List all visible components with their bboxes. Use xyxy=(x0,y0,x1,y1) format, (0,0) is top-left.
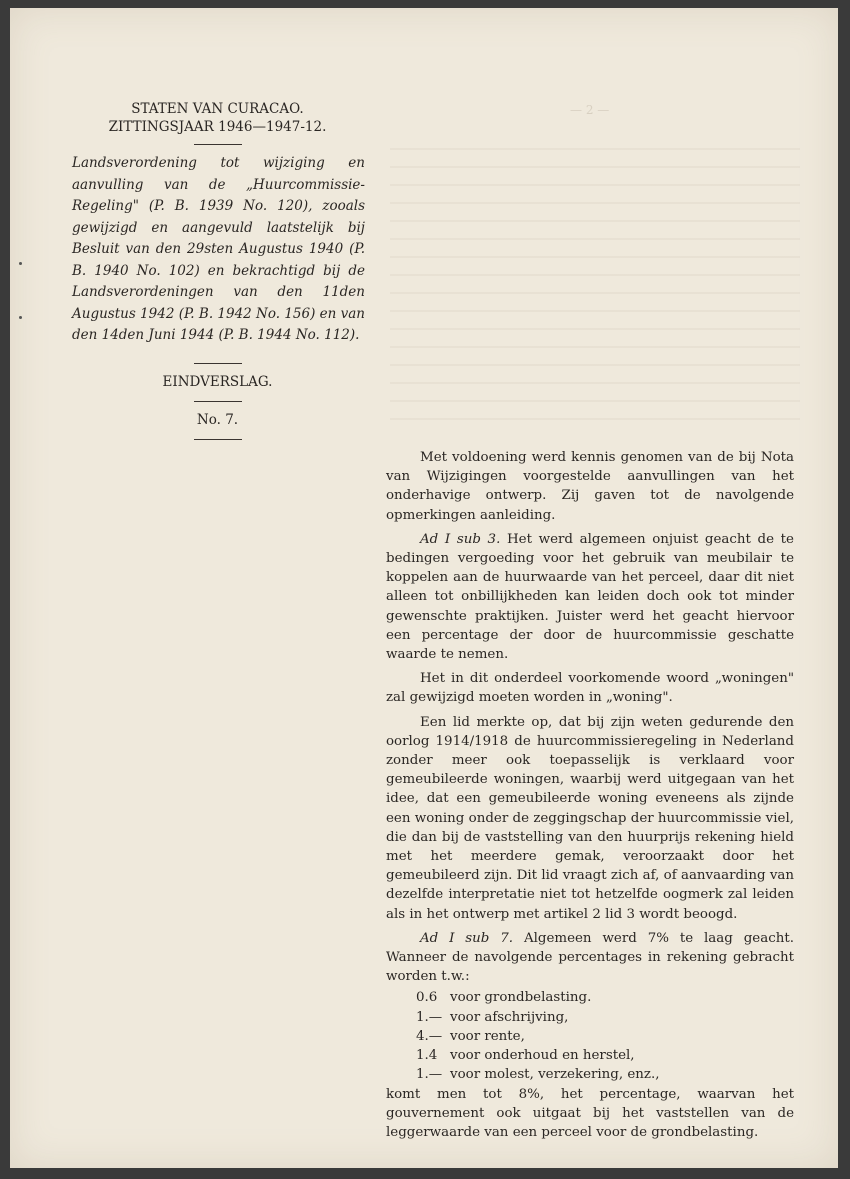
bleed-through-text xyxy=(390,136,800,436)
list-item xyxy=(416,1046,794,1065)
list-item xyxy=(416,988,794,1007)
ordinance-title: Landsverordening tot wijziging en aanvulling van de „Huurcommissie-Regeling" (P. B. 1939 No. 120), zooals gewijzigd en aangevuld laatstelijk bij Besluit van den 29sten Augustus 1940 (P. B. 1940 No. 102) en bekrachtigd bij de Landsverordeningen van den 11den Augustus 1942 (P. B. 1942 No. 156) en van den 14den Juni 1944 (P. B. 1944 No. 112). xyxy=(72,155,365,343)
section-label: Ad I sub 3. xyxy=(420,531,501,547)
divider xyxy=(194,363,242,364)
paragraph: Het in dit onderdeel voorkomende woord „woningen" zal gewijzigd moeten worden in „woning". xyxy=(386,671,794,706)
header-line-1: STATEN VAN CURACAO. xyxy=(131,101,304,117)
paragraph xyxy=(386,530,794,664)
list-item-text: voor grondbelasting. xyxy=(450,990,592,1006)
section-label: Ad I sub 7. xyxy=(420,930,514,946)
list-item xyxy=(416,1008,794,1027)
header-line-2: ZITTINGSJAAR 1946—1947-12. xyxy=(108,119,327,135)
list-item-number: 1.— xyxy=(416,1067,443,1083)
divider xyxy=(194,401,242,402)
list-item-text: voor afschrijving, xyxy=(450,1009,569,1025)
punch-mark xyxy=(19,262,22,265)
document-page xyxy=(10,8,838,1168)
left-column xyxy=(70,100,365,448)
list-item-text: voor rente, xyxy=(450,1028,525,1044)
list-item-number: 1.— xyxy=(416,1009,443,1025)
divider xyxy=(194,144,242,145)
list-item-text: voor onderhoud en herstel, xyxy=(450,1048,635,1064)
divider xyxy=(194,439,242,440)
list-item-number: 0.6 xyxy=(416,990,438,1006)
paragraph: komt men tot 8%, het percentage, waarvan het gouvernement ook uitgaat bij het vaststellen van de leggerwaarde van een perceel voor de grondbelasting. xyxy=(386,1086,794,1140)
paragraph-text: Het werd algemeen onjuist geacht de te bedingen vergoeding voor het gebruik van meubilair te koppelen aan de huurwaarde van het perceel, daar dit niet alleen tot onbillijkheden kan leiden doch ook tot minder gewenschte praktijken. Juister werd het geacht hiervoor een percentage der door de huurcommissie geschatte waarde te nemen. xyxy=(386,531,794,663)
paragraph xyxy=(386,929,794,987)
paragraph: Met voldoening werd kennis genomen van de bij Nota van Wijzigingen voorgestelde aanvullingen van het onderhavige ontwerp. Zij gaven tot de navolgende opmerkingen aanleiding. xyxy=(386,450,794,523)
punch-mark xyxy=(19,316,22,319)
list-item-number: 4.— xyxy=(416,1028,443,1044)
document-number: No. 7. xyxy=(196,411,239,428)
report-body xyxy=(386,448,794,1147)
bleed-through-page-number: — 2 — xyxy=(570,103,610,117)
list-item xyxy=(416,1027,794,1046)
list-item xyxy=(416,1065,794,1084)
list-item-number: 1.4 xyxy=(416,1048,438,1064)
paragraph: Een lid merkte op, dat bij zijn weten gedurende den oorlog 1914/1918 de huurcommissieregeling in Nederland zonder meer ook toepasselijk is verklaard voor gemeubileerde woningen, waarbij werd uitgegaan van het idee, dat een gemeubileerde woning eveneens als zijnde een woning onder de zeggingschap der huurcommissie viel, die dan bij de vaststelling van den huurprijs rekening hield met het meerdere gemak, veroorzaakt door het gemeubileerd zijn. Dit lid vraagt zich af, of aanvaarding van dezelfde interpretatie niet tot hetzelfde oogmerk zal leiden als in het ontwerp met artikel 2 lid 3 wordt beoogd. xyxy=(386,714,794,922)
paragraph-text: Algemeen werd 7% te laag geacht. Wanneer de navolgende percentages in rekening gebracht worden t.w.: xyxy=(386,930,794,985)
percentage-list xyxy=(386,988,794,1084)
list-item-text: voor molest, verzekering, enz., xyxy=(450,1067,660,1083)
eindverslag-heading: EINDVERSLAG. xyxy=(162,373,273,390)
